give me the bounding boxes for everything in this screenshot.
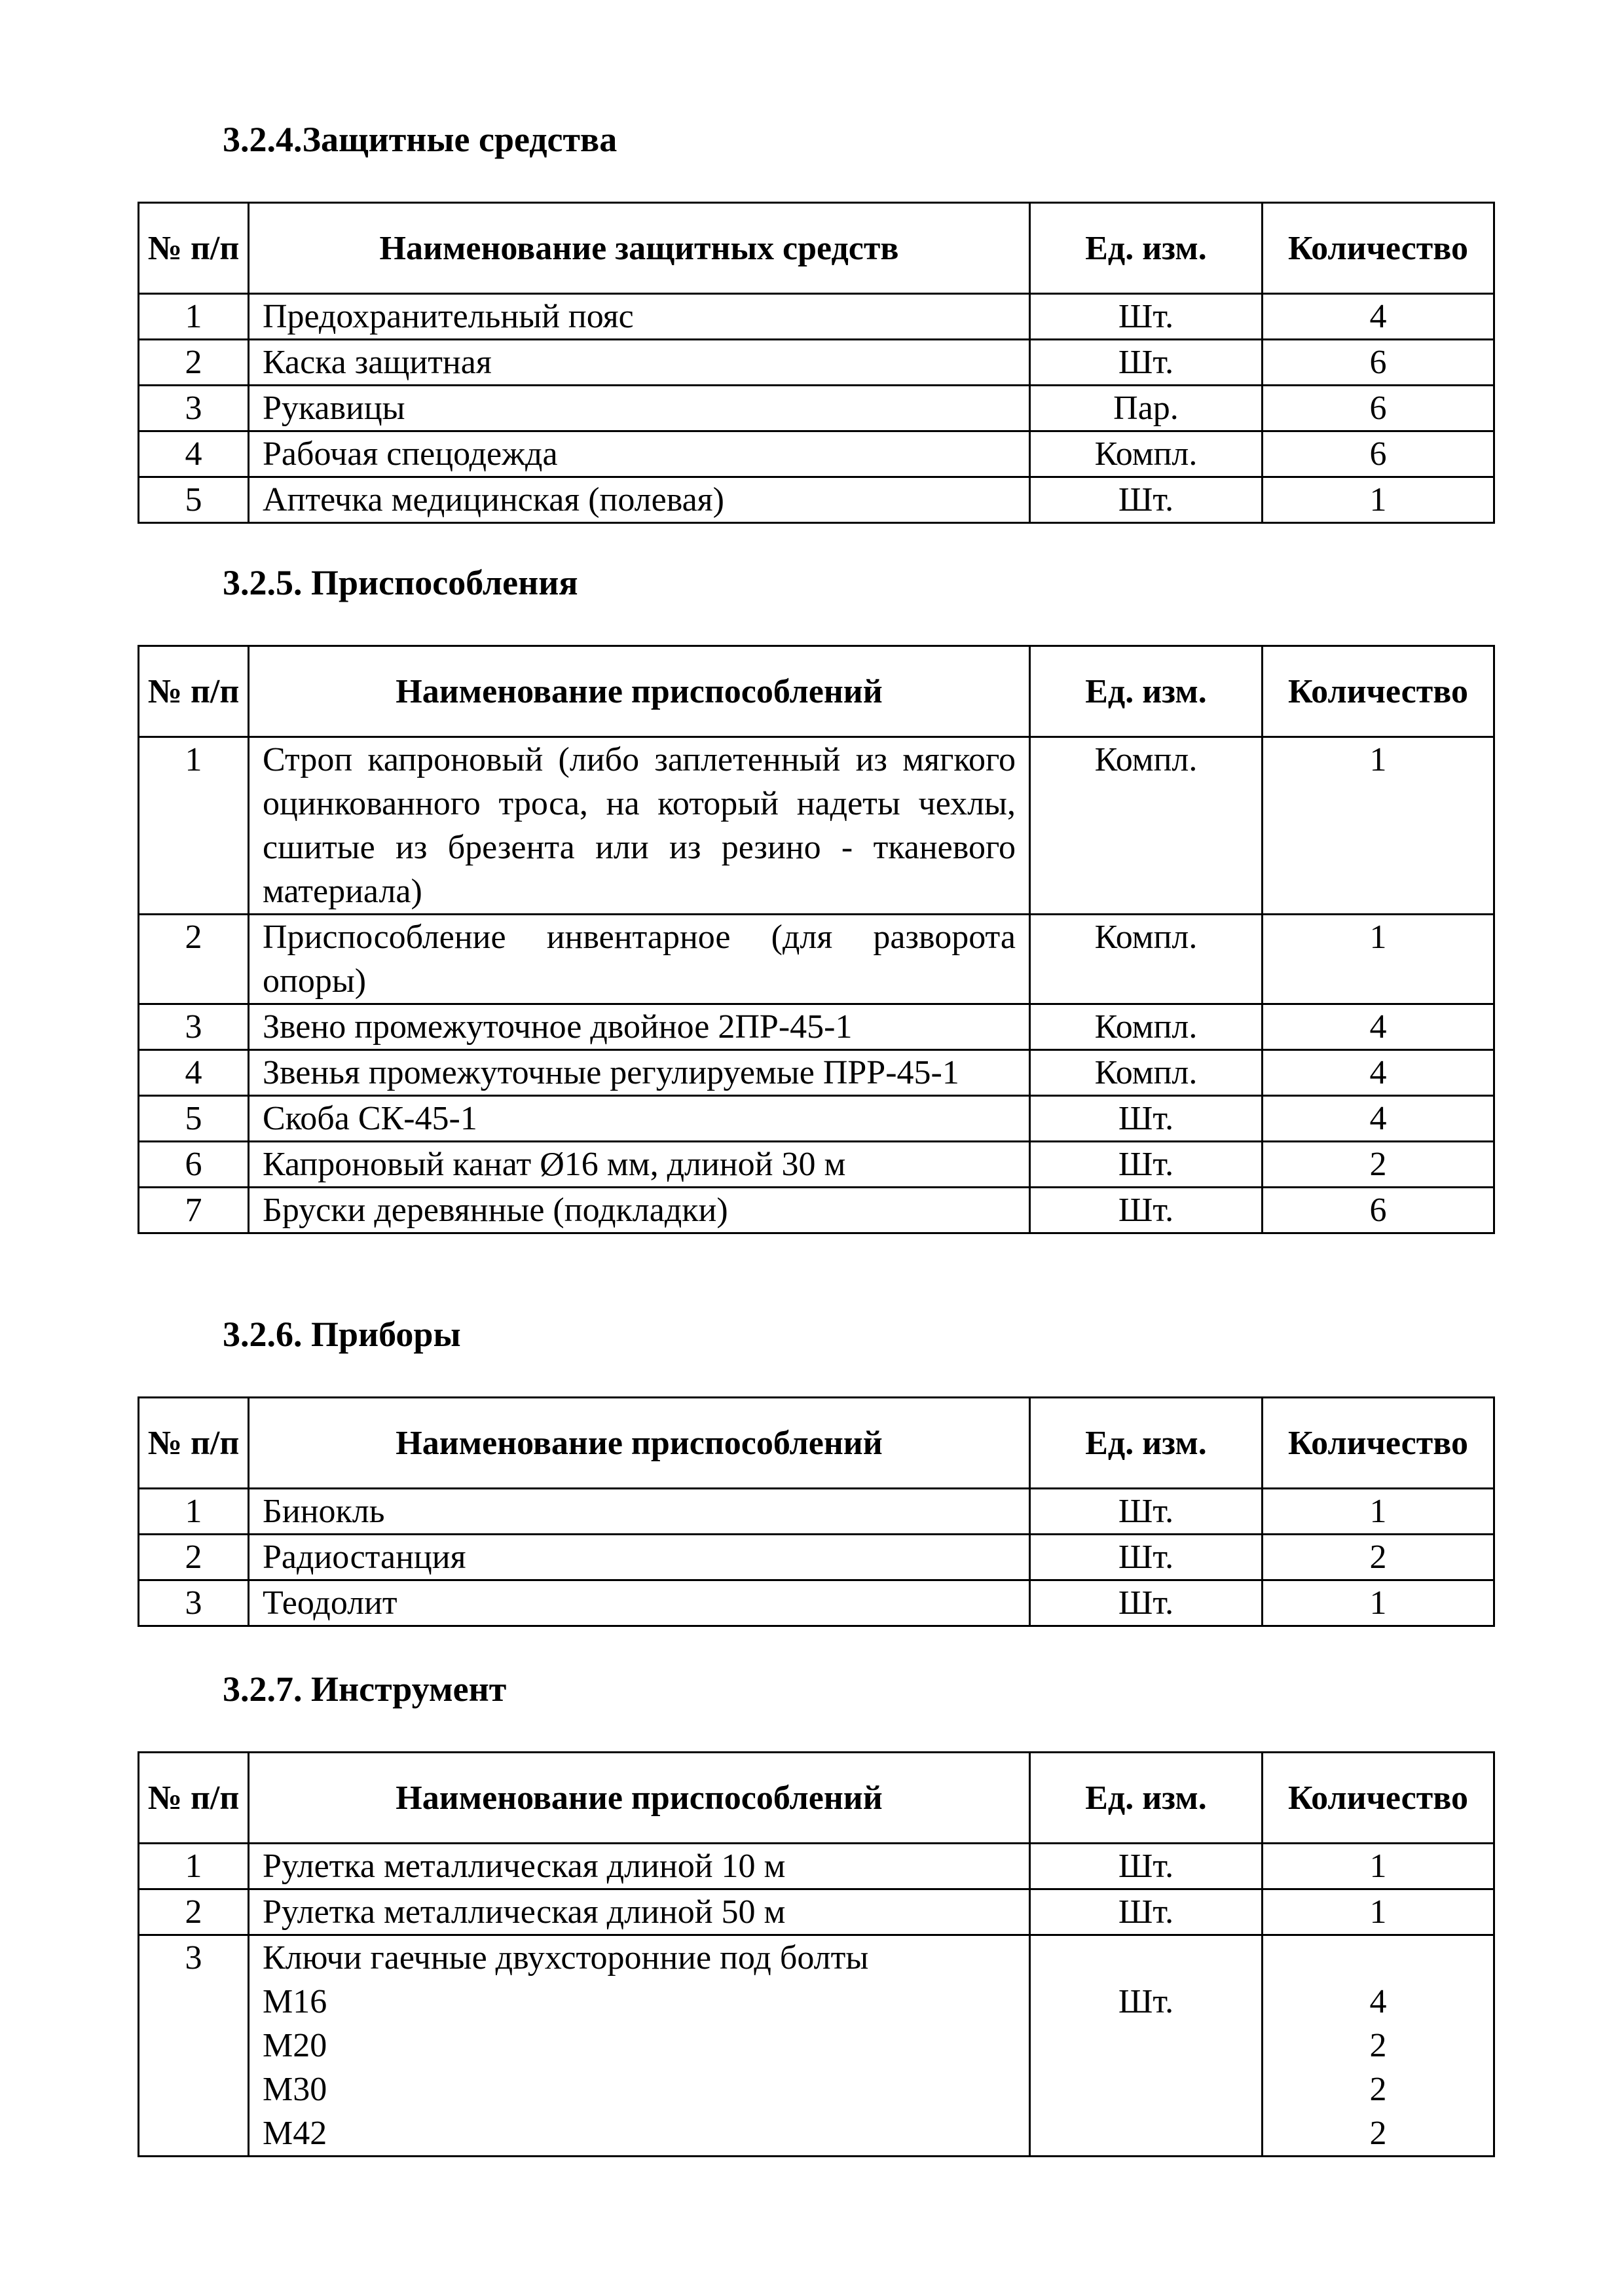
header-num: № п/п — [139, 203, 249, 294]
row-num: 5 — [139, 477, 249, 523]
row-num: 5 — [139, 1096, 249, 1142]
row-qty: 6 — [1263, 386, 1494, 431]
row-unit: Компл. — [1030, 915, 1263, 1004]
row-unit: Шт. — [1030, 477, 1263, 523]
header-name: Наименование приспособлений — [249, 1753, 1030, 1844]
row-qty: 1 — [1263, 1889, 1494, 1935]
row-name: Строп капроновый (либо заплетенный из мягкого оцинкованного троса, на который надеты чехлы, сшитые из брезента или из резино - тканевого материала) — [249, 737, 1030, 915]
row-name: Приспособление инвентарное (для разворота опоры) — [249, 915, 1030, 1004]
row-qty: 1 — [1263, 1489, 1494, 1535]
header-qty: Количество — [1263, 1753, 1494, 1844]
table-row — [139, 294, 1494, 340]
section-title-instruments: 3.2.6. Приборы — [223, 1315, 461, 1354]
row-qty: 4 — [1263, 1004, 1494, 1050]
sub-item-qty: 2 — [1369, 2071, 1387, 2108]
row-num: 2 — [139, 1535, 249, 1580]
sub-item-name: М42 — [263, 2115, 327, 2152]
table-row — [139, 431, 1494, 477]
row-name: Теодолит — [249, 1580, 1030, 1626]
row-unit: Компл. — [1030, 431, 1263, 477]
row-qty: 1 — [1263, 737, 1494, 915]
row-unit: Компл. — [1030, 1050, 1263, 1096]
header-name: Наименование приспособлений — [249, 1398, 1030, 1489]
table-row — [139, 386, 1494, 431]
row-unit: Компл. — [1030, 1004, 1263, 1050]
table-row — [139, 1580, 1494, 1626]
row-unit: Шт. — [1030, 1142, 1263, 1188]
row-unit: Шт. — [1030, 1580, 1263, 1626]
row-unit: Шт. — [1030, 1535, 1263, 1580]
row-name: Звенья промежуточные регулируемые ПРР-45-1 — [249, 1050, 1030, 1096]
row-num: 2 — [139, 915, 249, 1004]
row-num: 3 — [139, 1004, 249, 1050]
row-unit: Шт. — [1030, 1096, 1263, 1142]
row-num: 3 — [139, 386, 249, 431]
row-unit: Шт. — [1030, 1889, 1263, 1935]
row-unit: Шт. — [1030, 340, 1263, 386]
table-row — [139, 477, 1494, 523]
section-title-tools: 3.2.7. Инструмент — [223, 1669, 507, 1709]
row-name: Бруски деревянные (подкладки) — [249, 1188, 1030, 1233]
sub-item-name: М30 — [263, 2071, 327, 2108]
row-qty: 4 — [1263, 294, 1494, 340]
row-name: Каска защитная — [249, 340, 1030, 386]
row-num: 4 — [139, 431, 249, 477]
table-row — [139, 1535, 1494, 1580]
row-name: Рулетка металлическая длиной 10 м — [249, 1844, 1030, 1889]
row-name: Бинокль — [249, 1489, 1030, 1535]
header-qty: Количество — [1263, 203, 1494, 294]
header-qty: Количество — [1263, 646, 1494, 737]
row-num: 2 — [139, 1889, 249, 1935]
row-name: Рулетка металлическая длиной 50 м — [249, 1889, 1030, 1935]
row-num: 6 — [139, 1142, 249, 1188]
row-num: 1 — [139, 294, 249, 340]
table-instruments — [138, 1396, 1495, 1627]
row-qty: 1 — [1263, 477, 1494, 523]
table-devices — [138, 645, 1495, 1234]
row-qty: 1 — [1263, 915, 1494, 1004]
row-qty: 1 — [1263, 1580, 1494, 1626]
table-row — [139, 1142, 1494, 1188]
row-unit: Пар. — [1030, 386, 1263, 431]
table-row — [139, 737, 1494, 915]
header-name: Наименование защитных средств — [249, 203, 1030, 294]
table-row — [139, 340, 1494, 386]
row-name: Рабочая спецодежда — [249, 431, 1030, 477]
row-num: 3 — [139, 1580, 249, 1626]
row-qty: 6 — [1263, 1188, 1494, 1233]
header-unit: Ед. изм. — [1030, 646, 1263, 737]
row-name: Ключи гаечные двухсторонние под болты — [263, 1939, 869, 1977]
table-header-row — [139, 646, 1494, 737]
table-row — [139, 1096, 1494, 1142]
row-unit: Шт. — [1030, 294, 1263, 340]
table-row — [139, 1935, 1494, 2157]
row-qty: 2 — [1263, 1535, 1494, 1580]
sub-item-name: М16 — [263, 1983, 327, 2020]
row-unit: Шт. — [1030, 1489, 1263, 1535]
row-name: Звено промежуточное двойное 2ПР-45-1 — [249, 1004, 1030, 1050]
header-num: № п/п — [139, 1398, 249, 1489]
row-name: Капроновый канат Ø16 мм, длиной 30 м — [249, 1142, 1030, 1188]
table-header-row — [139, 1753, 1494, 1844]
section-title-protective: 3.2.4.Защитные средства — [223, 120, 618, 159]
row-qty: 1 — [1263, 1844, 1494, 1889]
sub-item-qty: 2 — [1369, 2027, 1387, 2064]
header-name: Наименование приспособлений — [249, 646, 1030, 737]
table-row — [139, 1489, 1494, 1535]
table-header-row — [139, 203, 1494, 294]
row-qty-group — [1263, 1935, 1494, 2157]
section-title-devices: 3.2.5. Приспособления — [223, 563, 578, 602]
table-row — [139, 1844, 1494, 1889]
header-num: № п/п — [139, 1753, 249, 1844]
row-name-group — [249, 1935, 1030, 2157]
header-unit: Ед. изм. — [1030, 1753, 1263, 1844]
table-row — [139, 1889, 1494, 1935]
row-unit: Шт. — [1118, 1983, 1174, 2020]
table-row — [139, 915, 1494, 1004]
row-name: Радиостанция — [249, 1535, 1030, 1580]
row-num: 1 — [139, 1489, 249, 1535]
table-row — [139, 1050, 1494, 1096]
table-tools — [138, 1751, 1495, 2157]
row-qty: 6 — [1263, 431, 1494, 477]
row-num: 1 — [139, 1844, 249, 1889]
sub-item-qty: 4 — [1369, 1983, 1387, 2020]
row-qty: 4 — [1263, 1050, 1494, 1096]
row-num: 2 — [139, 340, 249, 386]
row-name: Скоба СК-45-1 — [249, 1096, 1030, 1142]
row-num: 7 — [139, 1188, 249, 1233]
table-header-row — [139, 1398, 1494, 1489]
header-num: № п/п — [139, 646, 249, 737]
row-unit-group — [1030, 1935, 1263, 2157]
table-protective — [138, 202, 1495, 524]
row-num: 3 — [139, 1935, 249, 2157]
row-qty: 2 — [1263, 1142, 1494, 1188]
header-unit: Ед. изм. — [1030, 203, 1263, 294]
table-row — [139, 1004, 1494, 1050]
header-qty: Количество — [1263, 1398, 1494, 1489]
row-qty: 4 — [1263, 1096, 1494, 1142]
row-name: Аптечка медицинская (полевая) — [249, 477, 1030, 523]
row-unit: Шт. — [1030, 1188, 1263, 1233]
header-unit: Ед. изм. — [1030, 1398, 1263, 1489]
row-name: Предохранительный пояс — [249, 294, 1030, 340]
row-unit: Шт. — [1030, 1844, 1263, 1889]
row-unit: Компл. — [1030, 737, 1263, 915]
row-num: 4 — [139, 1050, 249, 1096]
table-row — [139, 1188, 1494, 1233]
row-num: 1 — [139, 737, 249, 915]
sub-item-qty: 2 — [1369, 2115, 1387, 2152]
row-qty: 6 — [1263, 340, 1494, 386]
row-name: Рукавицы — [249, 386, 1030, 431]
sub-item-name: М20 — [263, 2027, 327, 2064]
